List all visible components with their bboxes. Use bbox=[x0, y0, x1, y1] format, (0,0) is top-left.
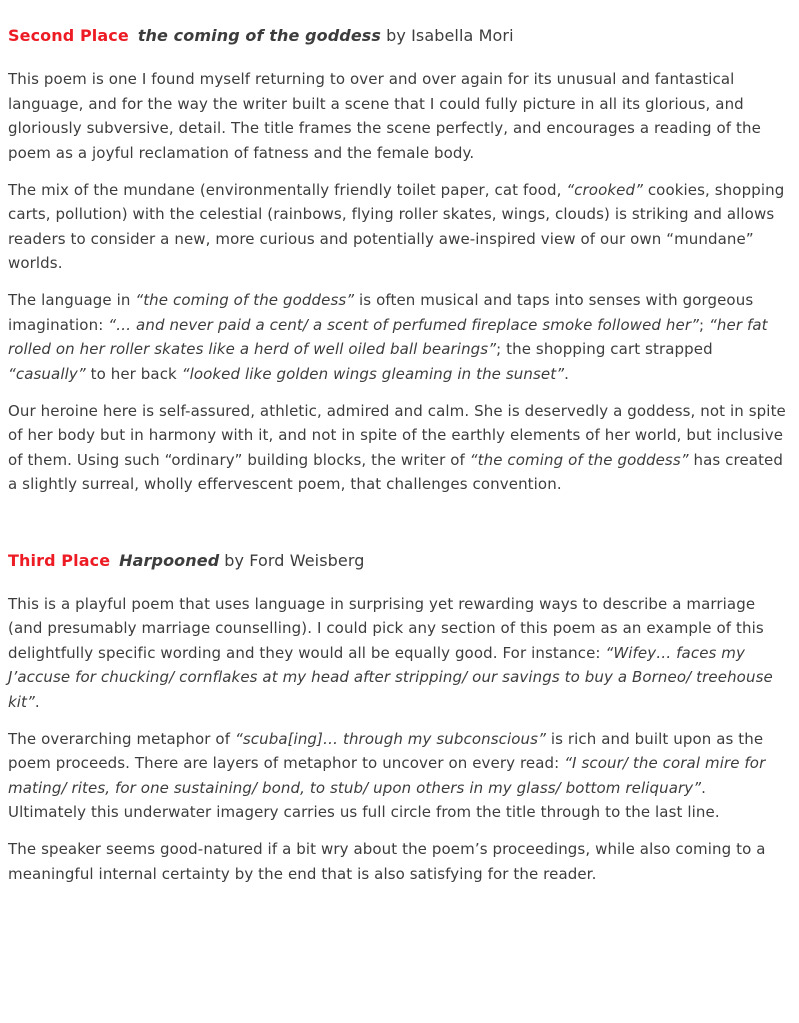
review-paragraph: The speaker seems good-natured if a bit wry about the poem’s proceedings, while also coming to a meaningful internal certainty by the end that is also satisfying for the reader. bbox=[8, 840, 766, 883]
award-section-second-place bbox=[8, 24, 787, 497]
review-paragraph: The overarching metaphor of “scuba[ing]… through my subconscious” is rich and built upon as the poem proceeds. There are layers of metaphor to uncover on every read: “I scour/ the coral mire for mating/ rites, for one sustaining/ bond, to stub/ upon others in my glass/ bottom reliquary”. Ultimately this underwater imagery carries us full circle from the title through to the last line. bbox=[8, 729, 766, 821]
poem-title: Harpooned bbox=[119, 550, 220, 570]
review-paragraph: Our heroine here is self-assured, athletic, admired and calm. She is deservedly a goddess, not in spite of her body but in harmony with it, and not in spite of the earthly elements of her world, but inclusive of them. Using such “ordinary” building blocks, the writer of “the coming of the goddess” has created a slightly surreal, wholly effervescent poem, that challenges convention. bbox=[8, 401, 786, 493]
author-byline: by Isabella Mori bbox=[386, 26, 514, 45]
author-byline: by Ford Weisberg bbox=[224, 550, 365, 570]
poem-title: the coming of the goddess bbox=[137, 26, 382, 45]
place-label: Third Place bbox=[8, 550, 111, 570]
award-section-third-place bbox=[8, 549, 787, 887]
place-label: Second Place bbox=[8, 26, 129, 45]
award-heading bbox=[8, 24, 787, 48]
review-paragraph: This is a playful poem that uses language in surprising yet rewarding ways to describe a marriage (and presumably marriage counselling). I could pick any section of this poem as an example of this delightfully specific wording and they would all be equally good. For instance: “Wifey… faces my J’accuse for chucking/ cornflakes at my head after stripping/ our savings to buy a Borneo/ treehouse kit”. bbox=[8, 594, 773, 711]
review-paragraph: The language in “the coming of the goddess” is often musical and taps into senses with gorgeous imagination: “… and never paid a cent/ a scent of perfumed fireplace smoke followed her”; “her fat rolled on her roller skates like a herd of well oiled ball bearings”; the shopping cart strapped “casually” to her back “looked like golden wings gleaming in the sunset”. bbox=[8, 291, 768, 383]
review-paragraph: This poem is one I found myself returning to over and over again for its unusual and fantastical language, and for the way the writer built a scene that I could fully picture in all its glorious, and gloriously subversive, detail. The title frames the scene perfectly, and encourages a reading of the poem as a joyful reclamation of fatness and the female body. bbox=[8, 70, 761, 162]
review-paragraph: The mix of the mundane (environmentally friendly toilet paper, cat food, “crooked” cookies, shopping carts, pollution) with the celestial (rainbows, flying roller skates, wings, clouds) is striking and allows readers to consider a new, more curious and potentially awe-inspired view of our own “mundane” worlds. bbox=[8, 180, 785, 272]
award-heading bbox=[8, 549, 787, 573]
